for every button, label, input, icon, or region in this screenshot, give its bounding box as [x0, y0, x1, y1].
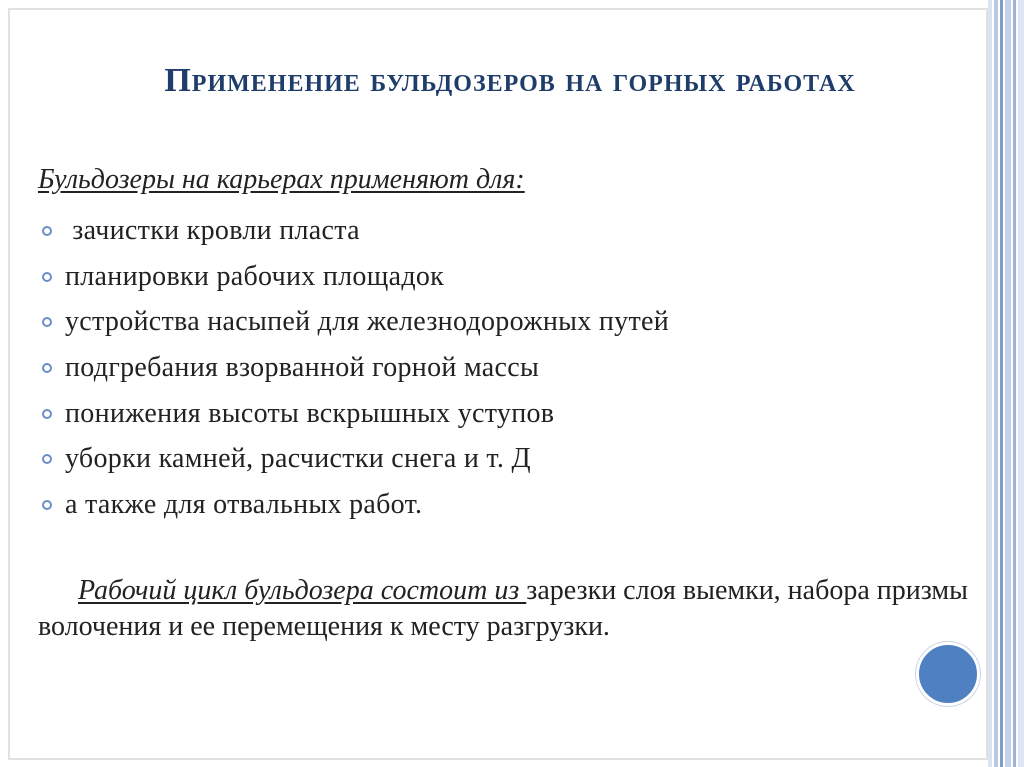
list-item-text: уборки камней, расчистки снега и т. Д — [65, 443, 531, 475]
list-item-text: а также для отвальных работ. — [65, 488, 423, 520]
stripe — [1018, 0, 1024, 767]
bullet-circle-icon — [42, 500, 52, 510]
paragraph-lead: Рабочий цикл бульдозера состоит из — [78, 575, 527, 606]
list-item-text: понижения высоты вскрышных уступов — [65, 397, 555, 429]
list-item-text: зачистки кровли пласта — [65, 214, 360, 246]
list-item — [38, 436, 669, 482]
stripe — [988, 0, 992, 767]
list-item — [38, 391, 669, 437]
bullet-circle-icon — [42, 409, 52, 419]
bullet-circle-icon — [42, 317, 52, 327]
paragraph-text: зарезки слоя выемки, набора призмы волочения и ее перемещения к месту разгрузки. — [38, 575, 968, 642]
stripe — [1000, 0, 1003, 767]
decorative-circle — [916, 642, 980, 706]
bullet-circle-icon — [42, 272, 52, 282]
slide-subtitle: Бульдозеры на карьерах применяют для: — [38, 164, 525, 195]
stripe — [994, 0, 998, 767]
work-cycle-paragraph — [38, 573, 968, 645]
stripe — [1013, 0, 1016, 767]
list-item-text: подгребания взорванной горной массы — [65, 351, 540, 383]
stripe — [1005, 0, 1011, 767]
list-item — [38, 254, 669, 300]
list-item — [38, 299, 669, 345]
bullet-list — [38, 208, 669, 528]
bullet-circle-icon — [42, 363, 52, 373]
list-item — [38, 208, 669, 254]
slide-title: Применение бульдозеров на горных работах — [164, 62, 856, 99]
list-item — [38, 482, 669, 528]
bullet-circle-icon — [42, 226, 52, 236]
list-item-text: планировки рабочих площадок — [65, 260, 445, 292]
list-item — [38, 345, 669, 391]
bullet-circle-icon — [42, 454, 52, 464]
list-item-text: устройства насыпей для железнодорожных путей — [65, 306, 669, 338]
